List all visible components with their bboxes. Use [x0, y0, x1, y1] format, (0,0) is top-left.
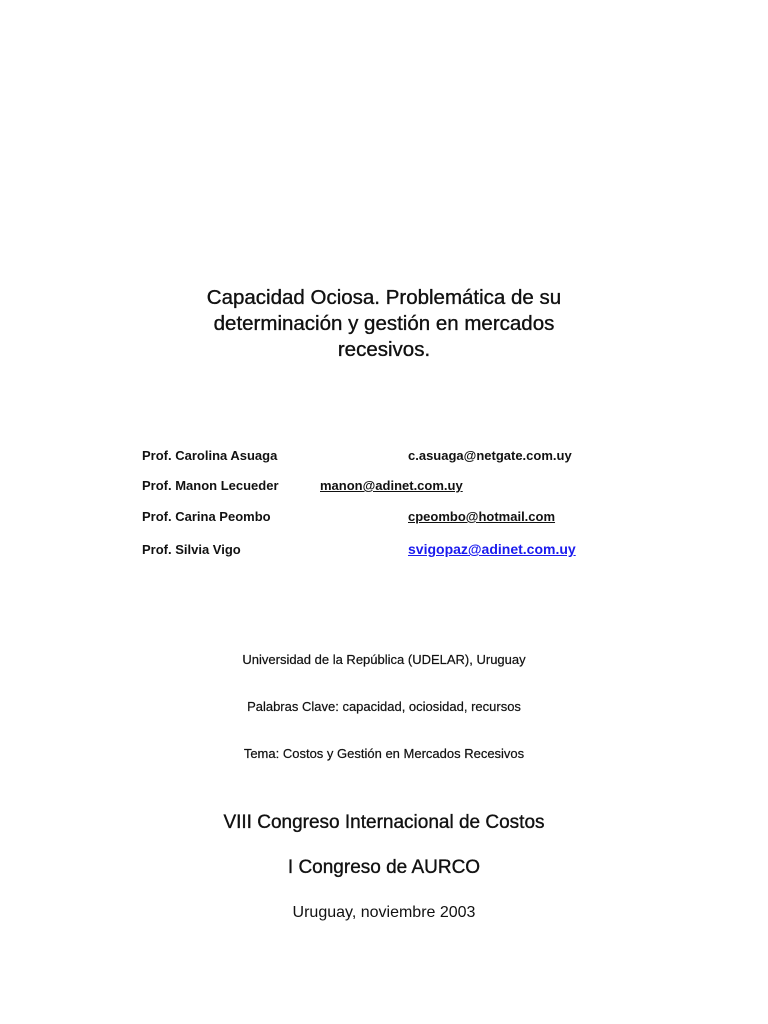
author-name-vigo: Prof. Silvia Vigo [142, 542, 241, 557]
topic-line: Tema: Costos y Gestión en Mercados Recesivos [243, 746, 525, 761]
author-email-lecueder[interactable]: manon@adinet.com.uy [320, 478, 463, 493]
author-name-peombo: Prof. Carina Peombo [142, 509, 271, 524]
author-name-asuaga: Prof. Carolina Asuaga [142, 448, 278, 463]
title-line-3: recesivos. [337, 338, 431, 361]
institution-line: Universidad de la República (UDELAR), Uruguay [242, 652, 526, 667]
keywords-line: Palabras Clave: capacidad, ociosidad, recursos [247, 699, 521, 714]
title-line-1: Capacidad Ociosa. Problemática de su [206, 286, 562, 309]
author-email-asuaga: c.asuaga@netgate.com.uy [408, 448, 572, 463]
document-title [134, 285, 634, 363]
congress-title: VIII Congreso Internacional de Costos [223, 812, 545, 833]
author-email-peombo[interactable]: cpeombo@hotmail.com [408, 509, 556, 524]
date-line: Uruguay, noviembre 2003 [292, 904, 476, 921]
author-name-lecueder: Prof. Manon Lecueder [142, 478, 279, 493]
author-email-vigo[interactable]: svigopaz@adinet.com.uy [408, 541, 576, 557]
aurco-congress-title: I Congreso de AURCO [287, 857, 481, 878]
title-line-2: determinación y gestión en mercados [213, 312, 555, 335]
